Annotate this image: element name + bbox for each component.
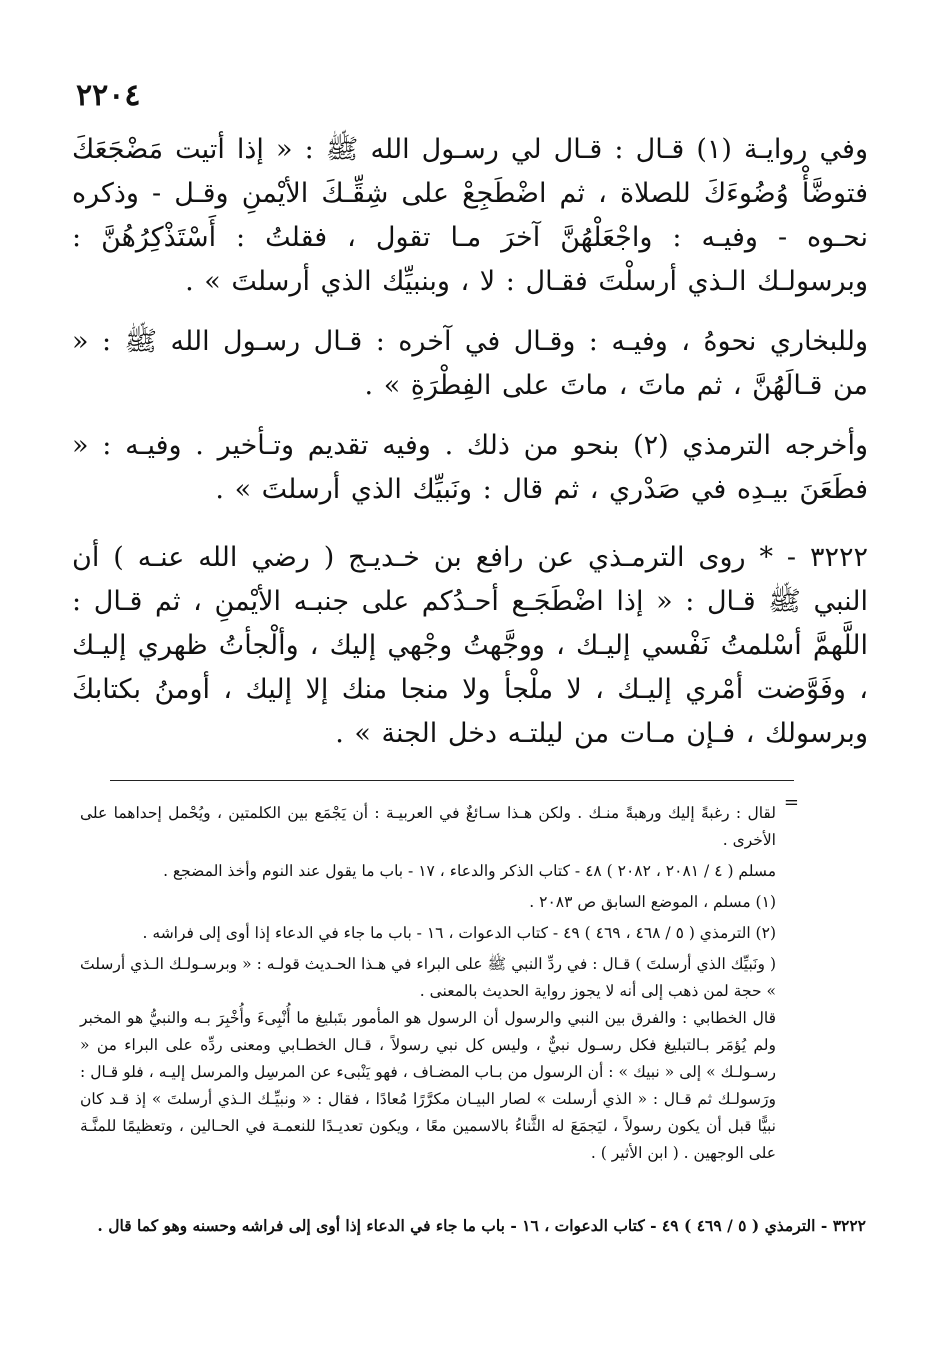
footnote-commentary-khattabi: قال الخطابي : والفرق بين النبي والرسول أن الرسول هو المأمور بتَبليغ ما أُنْبِىءَ وأُخْبِرَ بـه والنبيُّ هو المخبر ولم يُؤمَر بـالتبليغ فكل رسـول نبيٌّ ، وليس كل نبي رسولاً ، قـال الخطـابي ومعنى ردِّه على البراء من « رسـولـك » إلى « نبيك » : أن الرسول من بـاب المضـاف ، فهو يَنْبىء عن المرسِل والمرسل إليـه ، فلو قـال : ورَسولـك ثم قـال : « الذي أرسلت » لصار البيـان مكرَّرًا مُعادًا ، فقال : « ونبيِّـك الـذي أرسلتَ » إذ قـد كان نبيًّا قبل أن يكون رسولاً ، ليَجمَعَ له الثَّناءُ بالاسمين معًا ، ويكون تعديـدًا للنعمـة في الحـالين ، وتعظيمًا للمنَّـة على الوجهين . ( ابن الأثير ) . bbox=[80, 1009, 776, 1162]
main-text bbox=[72, 128, 868, 772]
footnote-2: (٢) الترمذي ( ٥ / ٤٦٨ ، ٤٦٩ ) ٤٩ - كتاب الدعوات ، ١٦ - باب ما جاء في الدعاء إذا أوى إلى فراشه . bbox=[142, 924, 776, 942]
footnote-continuation: لقال : رغبةً إليك ورهبةً منـك . ولكن هـذا سـائغٌ في العربيـة : أن يَجْمَع بين الكلمتين ، ويُحْمل إحداهما على الأخرى . bbox=[80, 804, 776, 849]
footnote-continuation-mark: = bbox=[783, 792, 799, 813]
paragraph-riwaya: وفي روايـة (١) قـال : قـال لي رسـول الله ﷺ : « إذا أتيت مَضْجَعَكَ فتوضَّأْ وُضُوءَكَ للصلاة ، ثم اضْطَجِعْ على شِقِّـكَ الأيْمنِ وقـل - وذكره نحـوه - وفيـه : واجْعَلْهُنَّ آخرَ مـا تقول ، فقلتُ : أَسْتَذْكِرُهُنَّ : وبرسولـك الـذي أرسلْتَ فقـال : لا ، وبنبيِّك الذي أرسلتَ » . bbox=[72, 134, 868, 297]
page-number: ٢٢٠٤ bbox=[76, 78, 141, 113]
footnotes bbox=[80, 800, 776, 1171]
footnote-1: (١) مسلم ، الموضع السابق ص ٢٠٨٣ . bbox=[529, 893, 776, 911]
footnote-commentary-nabiyyik: ( ونَبيِّك الذي أرسلتَ ) قـال : في ردِّ النبي ﷺ على البراء في هـذا الحـديث قولـه : « وبرسـولـك الـذي أرسلتَ » حجة لمن ذهب إلى أنه لا يجوز رواية الحديث بالمعنى . bbox=[80, 955, 776, 1000]
paragraph-bukhari: وللبخاري نحوهُ ، وفيـه : وقـال في آخره : قـال رسـول الله ﷺ : « من قـالَهُنَّ ، ثم ماتَ ، ماتَ على الفِطْرَةِ » . bbox=[72, 326, 868, 401]
paragraph-tirmidhi: وأخرجه الترمذي (٢) بنحو من ذلك . وفيه تقديم وتـأخير . وفيـه : « فطَعَنَ بيـدِه في صَدْري ، ثم قال : ونَبيِّك الذي أرسلتَ » . bbox=[72, 430, 868, 505]
footnote-3222: ٣٢٢٢ - الترمذي ( ٥ / ٤٦٩ ) ٤٩ - كتاب الدعوات ، ١٦ - باب ما جاء في الدعاء إذا أوى إلى فراشه وحسنه وهو كما قال . bbox=[97, 1216, 866, 1235]
footnote-muslim: مسلم ( ٤ / ٢٠٨١ ، ٢٠٨٢ ) ٤٨ - كتاب الذكر والدعاء ، ١٧ - باب ما يقول عند النوم وأخذ المضجع . bbox=[163, 862, 776, 880]
footnote-separator bbox=[110, 780, 794, 781]
paragraph-hadith-3222: ٣٢٢٢ - * روى الترمـذي عن رافع بن خـديـج ( رضي الله عنـه ) أن النبي ﷺ قـال : « إذا اضْطَجَـع أحـدُكم على جنبـه الأيْمنِ ، ثم قـال : اللَّهمَّ أسْلمتُ نَفْسي إليـك ، ووجَّهتُ وجْهي إليك ، وألْجأتُ ظهري إليـك ، وفَوَّضت أمْري إليـك ، لا ملْجأ ولا منجا منك إلا إليك ، أومنُ بكتابكَ وبرسولك ، فـإن مـات من ليلتـه دخل الجنة » . bbox=[72, 542, 868, 749]
